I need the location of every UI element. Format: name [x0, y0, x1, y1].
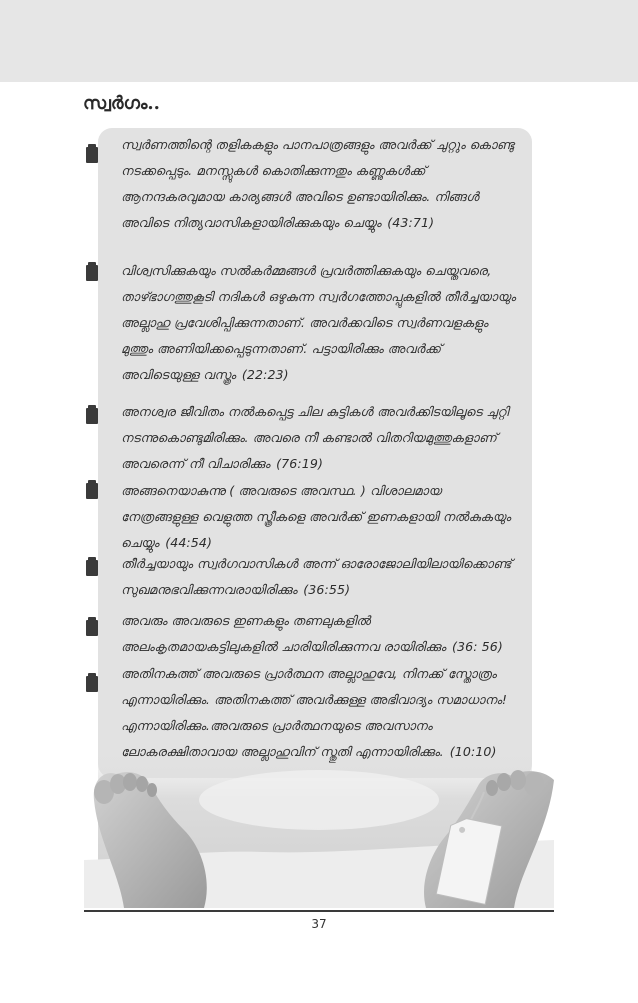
verse-text: വിശ്വസിക്കുകയും സൽകർമ്മങ്ങൾ പ്രവർത്തിക്കുകയും ചെയ്തവരെ, താഴ്ഭാഗത്തുകൂടി നദികൾ ഒഴുകുന്ന സ്വർഗത്തോപ്പുകളിൽ തീർച്ചയായും അല്ലാഹു പ്രവേശിപ്പിക്കുന്നതാണ്. അവർക്കവിടെ സ്വർണവളകളും മുത്തും അണിയിക്കപ്പെടുന്നതാണ്. പട്ടായിരിക്കും അവർക്ക് അവിടെയുള്ള വസ്ത്രം: [121, 263, 516, 382]
verse-text: അവരും അവരുടെ ഇണകളും തണലുകളിൽ അലംകൃതമായകട്ടിലുകളിൽ ചാരിയിരിക്കുന്നവ രായിരിക്കും: [121, 613, 446, 654]
verse-reference: (36:55): [303, 582, 351, 597]
verse-text: അങ്ങനെയാകുന്നു ( അവരുടെ അവസ്ഥ. ) വിശാലമായ നേത്രങ്ങളുള്ള വെളുത്ത സ്ത്രീകളെ അവർക്ക് ഇണകളായി നൽകുകയും ചെയ്യും: [121, 483, 511, 550]
verse-text: തീർച്ചയായും സ്വർഗവാസികൾ അന്ന് ഓരോജോലിയിലായിക്കൊണ്ട് സുഖമനുഭവിക്കുന്നവരായിരിക്കും: [121, 556, 512, 597]
verse-reference: (36: 56): [451, 639, 503, 654]
bullet-icon: [86, 408, 98, 424]
verse-reference: (10:10): [449, 744, 497, 759]
footer-rule: [84, 910, 554, 912]
bullet-icon: [86, 620, 98, 636]
verse-reference: (22:23): [241, 367, 289, 382]
page-number: 37: [311, 917, 327, 931]
bullet-icon: [86, 483, 98, 499]
verse-item: [121, 258, 521, 388]
verse-item: [121, 478, 521, 556]
bullet-icon: [86, 676, 98, 692]
verse-item: [121, 661, 521, 765]
bullet-icon: [86, 560, 98, 576]
verse-text: അതിനകത്ത് അവരുടെ പ്രാർത്ഥന അല്ലാഹുവേ, നിനക്ക് സ്തോത്രം എന്നായിരിക്കും. അതിനകത്ത് അവർക്കുള്ള അഭിവാദ്യം സമാധാനം! എന്നായിരിക്കും.അവരുടെ പ്രാർത്ഥനയുടെ അവസാനം ലോകരക്ഷിതാവായ അല്ലാഹുവിന് സ്തുതി എന്നായിരിക്കും.: [121, 666, 508, 759]
feet-tag-illustration: [84, 740, 554, 908]
verse-text: സ്വർണത്തിന്റെ തളികകളും പാനപാത്രങ്ങളും അവർക്ക് ചുറ്റും കൊണ്ടു നടക്കപ്പെടും. മനസ്സുകൾ കൊതിക്കുന്നതും കണ്ണുകൾക്ക് ആനന്ദകരവുമായ കാര്യങ്ങൾ അവിടെ ഉണ്ടായിരിക്കും. നിങ്ങൾ അവിടെ നിത്യവാസികളായിരിക്കുകയും ചെയ്യും: [121, 137, 515, 230]
verse-text: അനശ്വര ജീവിതം നൽകപ്പെട്ട ചില കുട്ടികൾ അവർക്കിടയിലൂടെ ചുറ്റി നടന്നുകൊണ്ടുമിരിക്കും. അവരെ നീ കണ്ടാൽ വിതറിയമുത്തുകളാണ് അവരെന്ന് നീ വിചാരിക്കും: [121, 404, 509, 471]
bullet-icon: [86, 147, 98, 163]
verse-item: [121, 132, 521, 236]
verse-item: [121, 399, 521, 477]
verse-item: [121, 551, 521, 603]
verse-reference: (44:54): [165, 535, 213, 550]
verse-item: [121, 608, 521, 660]
top-band: [0, 0, 638, 82]
verse-reference: (76:19): [276, 456, 323, 471]
bullet-icon: [86, 265, 98, 281]
verse-reference: (43:71): [387, 215, 435, 230]
page-title: സ്വർഗം..: [83, 93, 160, 114]
